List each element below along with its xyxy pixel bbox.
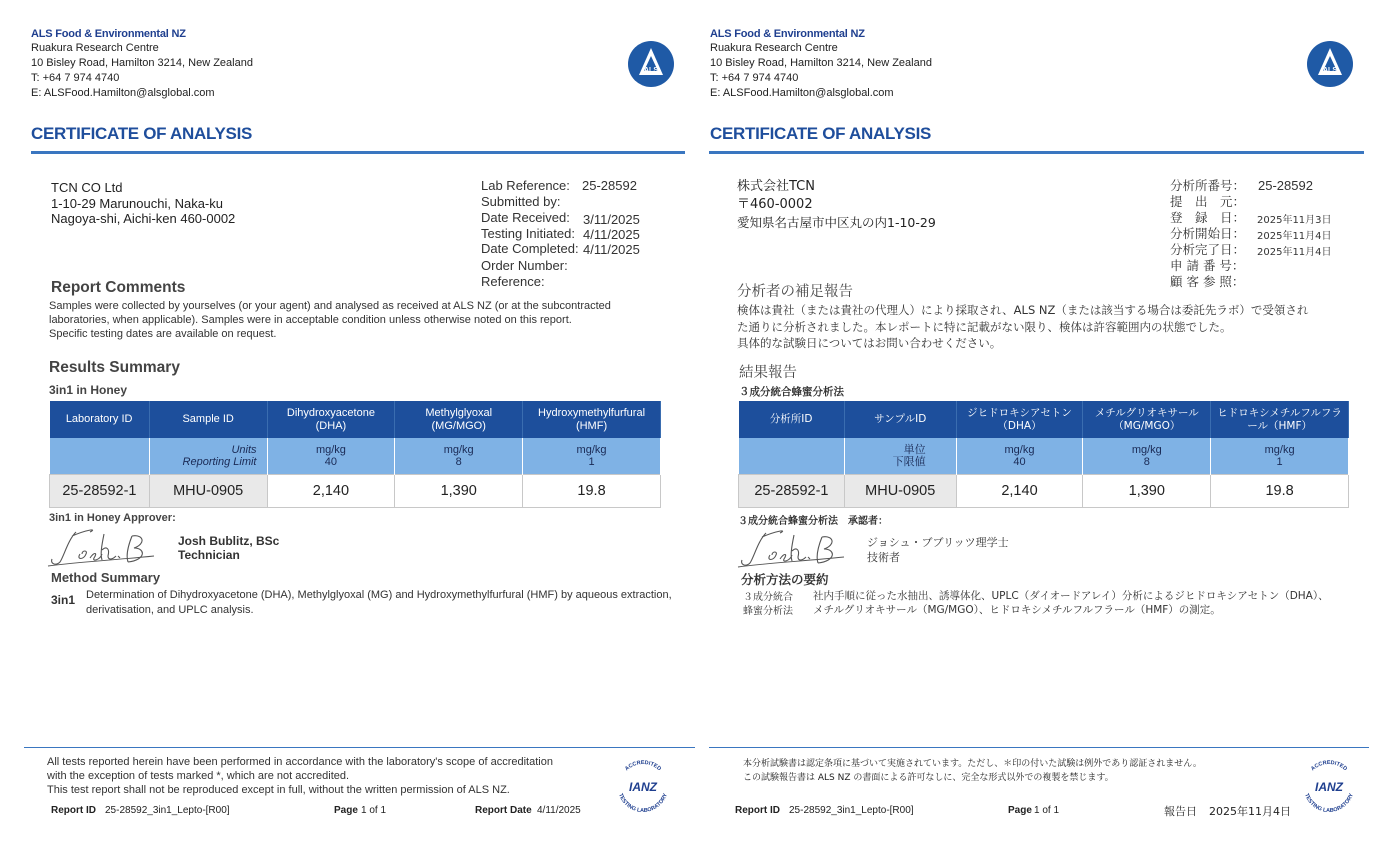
svg-text:TESTING LABORATORY bbox=[617, 792, 669, 814]
svg-text:ACCREDITED bbox=[624, 760, 662, 772]
unit-dha bbox=[267, 438, 395, 475]
report-date-label: 報告日 bbox=[1164, 805, 1197, 818]
footer-line-2: with the exception of tests marked *, which are not accredited. bbox=[47, 770, 350, 782]
report-comments-line-2: た通りに分析されました。本レポートに特に記載がない限り、検体は許容範囲内の状態でした。 bbox=[737, 320, 1232, 334]
unit-hmf bbox=[523, 438, 661, 475]
unit-hmf bbox=[1211, 438, 1349, 475]
report-comments-line-1: Samples were collected by yourselves (or your agent) and analysed as received at ALS NZ (or at the subcontracted bbox=[49, 300, 611, 312]
testing-initiated-label: Testing Initiated: bbox=[481, 226, 575, 241]
cell-hmf: 19.8 bbox=[523, 475, 661, 508]
cell-laboratory-id: 25-28592-1 bbox=[739, 475, 845, 508]
report-id-label: Report ID bbox=[735, 805, 780, 816]
reference-label: 顧 客 参 照： bbox=[1170, 274, 1245, 289]
logo-text: ALS bbox=[644, 67, 658, 74]
lab-email: E: ALSFood.Hamilton@alsglobal.com bbox=[31, 87, 215, 99]
results-summary-title: 結果報告 bbox=[739, 365, 797, 381]
reporting-limit-label: Reporting Limit bbox=[182, 456, 257, 468]
header-hmf: ヒドロキシメチルフルフラール（HMF） bbox=[1211, 401, 1349, 438]
ianz-accreditation-icon bbox=[612, 756, 674, 818]
client-name: 株式会社TCN bbox=[737, 179, 815, 194]
results-subtitle: ３成分統合蜂蜜分析法 bbox=[739, 386, 844, 398]
cell-sample-id: MHU-0905 bbox=[844, 475, 956, 508]
lab-address-1: Ruakura Research Centre bbox=[31, 42, 159, 54]
unit-mgo bbox=[395, 438, 523, 475]
page-title: CERTIFICATE OF ANALYSIS bbox=[710, 124, 932, 143]
client-address: 愛知県名古屋市中区丸の内1-10-29 bbox=[737, 215, 936, 230]
cell-mgo: 1,390 bbox=[395, 475, 523, 508]
report-comments-line-3: 具体的な試験日についてはお問い合わせください。 bbox=[737, 336, 1002, 350]
approver-name: Josh Bublitz, BSc bbox=[178, 534, 280, 548]
lab-address-2: 10 Bisley Road, Hamilton 3214, New Zealand bbox=[710, 57, 932, 69]
units-label-cell bbox=[844, 438, 956, 475]
date-completed-value: 4/11/2025 bbox=[583, 242, 640, 257]
ianz-mark: IANZ bbox=[629, 780, 657, 794]
header-sample-id: サンプルID bbox=[844, 401, 956, 438]
als-logo-icon bbox=[1307, 41, 1353, 87]
approver-label: 3in1 in Honey Approver: bbox=[49, 512, 176, 524]
unit-mgo bbox=[1083, 438, 1211, 475]
header-sample-id: Sample ID bbox=[149, 401, 267, 438]
approver-role: Technician bbox=[178, 548, 240, 562]
table-units-row bbox=[739, 438, 1349, 475]
units-label: Units bbox=[231, 444, 257, 456]
cell-sample-id: MHU-0905 bbox=[149, 475, 267, 508]
lab-reference-label: Lab Reference: bbox=[481, 178, 570, 193]
results-table bbox=[49, 401, 661, 508]
date-received-label: Date Received: bbox=[481, 210, 570, 225]
submitted-by-label: Submitted by: bbox=[481, 194, 561, 209]
approver-role: 技術者 bbox=[867, 551, 900, 564]
order-number-label: Order Number: bbox=[481, 258, 568, 273]
units-label: 単位 bbox=[903, 443, 926, 456]
report-date-label: Report Date bbox=[475, 805, 532, 816]
ianz-top-text: ACCREDITED bbox=[1310, 759, 1348, 773]
units-label-cell bbox=[149, 438, 267, 475]
report-id-value: 25-28592_3in1_Lepto-[R00] bbox=[105, 805, 230, 816]
unit-hmf-value: mg/kg bbox=[1264, 444, 1295, 456]
limit-hmf-value: 1 bbox=[588, 456, 595, 468]
signature-icon bbox=[736, 527, 848, 571]
table-header-row bbox=[50, 401, 661, 438]
footer-line-2: この試験報告書は ALS NZ の書面による許可なしに、完全な形式以外での複製を禁じます。 bbox=[743, 773, 1114, 783]
report-id-value: 25-28592_3in1_Lepto-[R00] bbox=[789, 805, 914, 816]
method-text-line-2: derivatisation, and UPLC analysis. bbox=[86, 604, 254, 616]
date-completed-label: Date Completed: bbox=[481, 241, 579, 256]
report-comments-line-2: laboratories, when applicable). Samples were in acceptable condition unless otherwise noted on this report. bbox=[49, 314, 572, 326]
footer-line-3: This test report shall not be reproduced except in full, without the written permission of ALS NZ. bbox=[47, 784, 510, 796]
report-date-value: 4/11/2025 bbox=[537, 805, 581, 816]
method-summary-title: Method Summary bbox=[51, 570, 161, 585]
method-text-line-1: Determination of Dihydroxyacetone (DHA), Methylglyoxal (MG) and Hydroxymethylfurfural (HMF) by aqueous extraction, bbox=[86, 589, 672, 601]
lab-email: E: ALSFood.Hamilton@alsglobal.com bbox=[710, 87, 894, 99]
cell-hmf: 19.8 bbox=[1211, 475, 1349, 508]
report-comments-line-3: Specific testing dates are available on request. bbox=[49, 328, 277, 340]
cell-mgo: 1,390 bbox=[1083, 475, 1211, 508]
signature-icon bbox=[46, 526, 158, 570]
cell-laboratory-id: 25-28592-1 bbox=[50, 475, 150, 508]
date-received-value: 3/11/2025 bbox=[583, 212, 640, 227]
ianz-bottom-text: TESTING LABORATORY bbox=[1303, 792, 1355, 815]
header-dha: ジヒドロキシアセトン（DHA） bbox=[956, 401, 1083, 438]
lab-reference-label: 分析所番号： bbox=[1170, 178, 1246, 193]
results-table bbox=[738, 401, 1349, 508]
report-comments-line-1: 検体は貴社（または貴社の代理人）により採取され、ALS NZ（または該当する場合は委託先ラボ）で受領され bbox=[737, 303, 1309, 317]
page-label: Page bbox=[334, 805, 358, 816]
method-code: 3in1 bbox=[51, 593, 76, 607]
order-number-label: 申 請 番 号： bbox=[1170, 258, 1245, 273]
ianz-mark: IANZ bbox=[1315, 780, 1343, 794]
client-postcode: 〒460-0002 bbox=[737, 197, 813, 212]
header-dha: Dihydroxyacetone (DHA) bbox=[267, 401, 395, 438]
unit-dha-value: mg/kg bbox=[1004, 444, 1035, 456]
lab-reference-value: 25-28592 bbox=[1258, 178, 1313, 193]
results-summary-title: Results Summary bbox=[49, 359, 180, 376]
table-row bbox=[739, 475, 1349, 508]
testing-initiated-label: 分析開始日： bbox=[1170, 226, 1246, 241]
ianz-accreditation-icon bbox=[1298, 756, 1360, 818]
limit-mgo-value: 8 bbox=[1143, 456, 1150, 468]
als-logo-icon bbox=[628, 41, 674, 87]
date-received-label: 登 録 日： bbox=[1170, 210, 1246, 225]
client-name: TCN CO Ltd bbox=[51, 180, 123, 195]
table-header-row bbox=[739, 401, 1349, 438]
lab-name: ALS Food & Environmental NZ bbox=[710, 28, 865, 40]
unit-dha bbox=[956, 438, 1083, 475]
limit-mgo-value: 8 bbox=[455, 456, 462, 468]
results-subtitle: 3in1 in Honey bbox=[49, 383, 128, 397]
cell-dha: 2,140 bbox=[267, 475, 395, 508]
cell-dha: 2,140 bbox=[956, 475, 1083, 508]
reporting-limit-label: 下限値 bbox=[892, 455, 926, 468]
table-row bbox=[50, 475, 661, 508]
header-mgo: Methylglyoxal (MG/MGO) bbox=[395, 401, 523, 438]
title-divider bbox=[31, 151, 685, 154]
report-date-value: 2025年11月4日 bbox=[1209, 805, 1291, 818]
method-summary-title: 分析方法の要約 bbox=[741, 572, 829, 587]
lab-phone: T: +64 7 974 4740 bbox=[710, 72, 799, 84]
method-code-line-1: ３成分統合 bbox=[743, 592, 793, 603]
lab-reference-value: 25-28592 bbox=[582, 178, 637, 193]
report-id-label: Report ID bbox=[51, 805, 96, 816]
page-title: CERTIFICATE OF ANALYSIS bbox=[31, 124, 253, 143]
reference-label: Reference: bbox=[481, 274, 545, 289]
header-laboratory-id: Laboratory ID bbox=[50, 401, 150, 438]
method-text-line-1: 社内手順に従った水抽出、誘導体化、UPLC（ダイオードアレイ）分析によるジヒドロキシアセトン（DHA）、 bbox=[813, 590, 1329, 602]
page-label: Page bbox=[1008, 805, 1032, 816]
title-divider bbox=[709, 151, 1364, 154]
client-address-1: 1-10-29 Marunouchi, Naka-ku bbox=[51, 196, 223, 211]
client-address-2: Nagoya-shi, Aichi-ken 460-0002 bbox=[51, 211, 236, 226]
method-code-line-2: 蜂蜜分析法 bbox=[743, 606, 793, 617]
logo-text: ALS bbox=[1323, 67, 1337, 74]
report-comments-title: 分析者の補足報告 bbox=[737, 284, 853, 300]
limit-dha-value: 40 bbox=[324, 456, 338, 468]
footer-line-1: 本分析試験書は認定条項に基づいて実施されています。ただし、＊印の付いた試験は例外であり認証されません。 bbox=[743, 759, 1202, 769]
unit-dha-value: mg/kg bbox=[315, 444, 346, 456]
svg-text:TESTING LABORATORY bbox=[1303, 792, 1355, 814]
limit-hmf-value: 1 bbox=[1276, 456, 1283, 468]
approver-label: ３成分統合蜂蜜分析法 承認者： bbox=[738, 516, 888, 527]
footer-line-1: All tests reported herein have been performed in accordance with the laboratory's scope of accreditation bbox=[47, 756, 553, 768]
header-hmf: Hydroxymethylfurfural (HMF) bbox=[523, 401, 661, 438]
testing-initiated-value: 4/11/2025 bbox=[583, 227, 640, 242]
header-mgo: メチルグリオキサール（MG/MGO） bbox=[1083, 401, 1211, 438]
submitted-by-label: 提 出 元： bbox=[1170, 194, 1246, 209]
header-laboratory-id: 分析所ID bbox=[739, 401, 845, 438]
unit-hmf-value: mg/kg bbox=[576, 444, 607, 456]
footer-divider bbox=[24, 747, 695, 748]
page-value: 1 of 1 bbox=[361, 805, 387, 816]
unit-mgo-value: mg/kg bbox=[1131, 444, 1162, 456]
date-received-value: 2025年11月3日 bbox=[1257, 215, 1332, 226]
ianz-top-text: ACCREDITED bbox=[624, 759, 662, 773]
limit-dha-value: 40 bbox=[1013, 456, 1026, 468]
lab-address-2: 10 Bisley Road, Hamilton 3214, New Zealand bbox=[31, 57, 253, 69]
table-units-row bbox=[50, 438, 661, 475]
report-comments-title: Report Comments bbox=[51, 279, 186, 296]
svg-text:ACCREDITED bbox=[1310, 760, 1348, 772]
unit-mgo-value: mg/kg bbox=[443, 444, 474, 456]
footer-divider bbox=[709, 747, 1369, 748]
page-value: 1 of 1 bbox=[1034, 805, 1060, 816]
lab-address-1: Ruakura Research Centre bbox=[710, 42, 838, 54]
lab-name: ALS Food & Environmental NZ bbox=[31, 28, 186, 40]
date-completed-value: 2025年11月4日 bbox=[1257, 247, 1332, 258]
method-text-line-2: メチルグリオキサール（MG/MGO）、ヒドロキシメチルフルフラール（HMF）の測定。 bbox=[813, 604, 1221, 616]
testing-initiated-value: 2025年11月4日 bbox=[1257, 231, 1332, 242]
date-completed-label: 分析完了日： bbox=[1170, 242, 1246, 257]
lab-phone: T: +64 7 974 4740 bbox=[31, 72, 120, 84]
ianz-bottom-text: TESTING LABORATORY bbox=[617, 792, 669, 815]
approver-name: ジョシュ・ブブリッツ理学士 bbox=[867, 536, 1009, 549]
